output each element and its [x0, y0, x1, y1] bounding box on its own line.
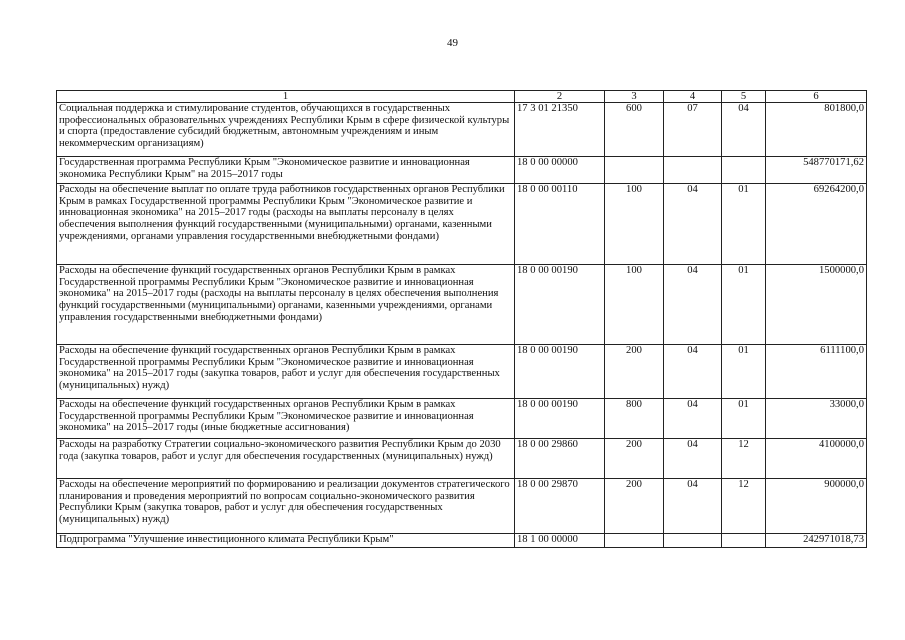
row-name: Государственная программа Республики Крым "Экономическое развитие и инновационная экономика Республики Крым" на 2015–2017 годы [57, 157, 515, 184]
row-subsection: 01 [722, 345, 766, 399]
table-row [57, 345, 867, 399]
row-name: Социальная поддержка и стимулирование студентов, обучающихся в государственных профессиональных образовательных учреждениях Республики Крым в сфере физической культуры и спорта (предоставление субсидий бюджетным, автономным учреждениям и иным некоммерческим организациям) [57, 103, 515, 157]
row-section: 04 [664, 399, 722, 439]
row-section: 04 [664, 184, 722, 265]
row-code: 17 3 01 21350 [515, 103, 605, 157]
header-col-5: 5 [722, 91, 766, 103]
header-col-1: 1 [57, 91, 515, 103]
header-col-6: 6 [766, 91, 867, 103]
row-amount: 69264200,0 [766, 184, 867, 265]
table-row [57, 534, 867, 548]
table-row [57, 265, 867, 345]
row-type [605, 157, 664, 184]
row-name: Расходы на обеспечение мероприятий по формированию и реализации документов стратегического планирования и проведения мероприятий по вопросам социально-экономического развития Республики Крым (закупка товаров, работ и услуг для обеспечения государственных (муниципальных) нужд) [57, 479, 515, 534]
row-type: 200 [605, 345, 664, 399]
row-name: Расходы на разработку Стратегии социально-экономического развития Республики Крым до 2030 года (закупка товаров, работ и услуг для обеспечения государственных (муниципальных) нужд) [57, 439, 515, 479]
row-code: 18 0 00 00190 [515, 265, 605, 345]
row-amount: 242971018,73 [766, 534, 867, 548]
row-type [605, 534, 664, 548]
row-type: 600 [605, 103, 664, 157]
row-name: Расходы на обеспечение выплат по оплате труда работников государственных органов Республики Крым в рамках Государственной программы Республики Крым "Экономическое развитие и инновационная экономика" на 2015–2017 годы (расходы на выплаты персоналу в целях обеспечения выполнения функций государственными (муниципальными) органами, казенными учреждениями, органами управления государственными внебюджетными фондами) [57, 184, 515, 265]
row-code: 18 0 00 00190 [515, 399, 605, 439]
row-subsection: 01 [722, 399, 766, 439]
table-row [57, 399, 867, 439]
row-amount: 6111100,0 [766, 345, 867, 399]
row-code: 18 0 00 00110 [515, 184, 605, 265]
row-code: 18 0 00 00190 [515, 345, 605, 399]
row-amount: 548770171,62 [766, 157, 867, 184]
row-type: 200 [605, 479, 664, 534]
row-subsection [722, 157, 766, 184]
row-section [664, 157, 722, 184]
budget-table [56, 90, 867, 548]
row-code: 18 1 00 00000 [515, 534, 605, 548]
table-row [57, 103, 867, 157]
row-section: 07 [664, 103, 722, 157]
row-name: Расходы на обеспечение функций государственных органов Республики Крым в рамках Государственной программы Республики Крым "Экономическое развитие и инновационная экономика" на 2015–2017 годы (расходы на выплаты персоналу в целях обеспечения выполнения функций государственными (муниципальными) органами, казенными учреждениями, органами управления государственными внебюджетными фондами) [57, 265, 515, 345]
page-number: 49 [447, 37, 458, 49]
row-subsection: 01 [722, 265, 766, 345]
row-amount: 1500000,0 [766, 265, 867, 345]
header-col-2: 2 [515, 91, 605, 103]
row-name: Подпрограмма "Улучшение инвестиционного климата Республики Крым" [57, 534, 515, 548]
header-row [57, 91, 867, 103]
row-section: 04 [664, 265, 722, 345]
row-subsection [722, 534, 766, 548]
row-subsection: 04 [722, 103, 766, 157]
row-amount: 900000,0 [766, 479, 867, 534]
table-row [57, 184, 867, 265]
row-type: 100 [605, 265, 664, 345]
row-type: 800 [605, 399, 664, 439]
row-type: 100 [605, 184, 664, 265]
row-code: 18 0 00 29860 [515, 439, 605, 479]
row-name: Расходы на обеспечение функций государственных органов Республики Крым в рамках Государственной программы Республики Крым "Экономическое развитие и инновационная экономика" на 2015–2017 годы (закупка товаров, работ и услуг для обеспечения государственных (муниципальных) нужд) [57, 345, 515, 399]
table-row [57, 439, 867, 479]
row-code: 18 0 00 00000 [515, 157, 605, 184]
row-subsection: 12 [722, 479, 766, 534]
row-amount: 4100000,0 [766, 439, 867, 479]
row-amount: 33000,0 [766, 399, 867, 439]
row-section: 04 [664, 439, 722, 479]
row-name: Расходы на обеспечение функций государственных органов Республики Крым в рамках Государственной программы Республики Крым "Экономическое развитие и инновационная экономика" на 2015–2017 годы (иные бюджетные ассигнования) [57, 399, 515, 439]
header-col-3: 3 [605, 91, 664, 103]
row-subsection: 01 [722, 184, 766, 265]
row-amount: 801800,0 [766, 103, 867, 157]
row-section [664, 534, 722, 548]
row-section: 04 [664, 345, 722, 399]
table-row [57, 157, 867, 184]
header-col-4: 4 [664, 91, 722, 103]
row-section: 04 [664, 479, 722, 534]
row-subsection: 12 [722, 439, 766, 479]
table-row [57, 479, 867, 534]
row-code: 18 0 00 29870 [515, 479, 605, 534]
row-type: 200 [605, 439, 664, 479]
